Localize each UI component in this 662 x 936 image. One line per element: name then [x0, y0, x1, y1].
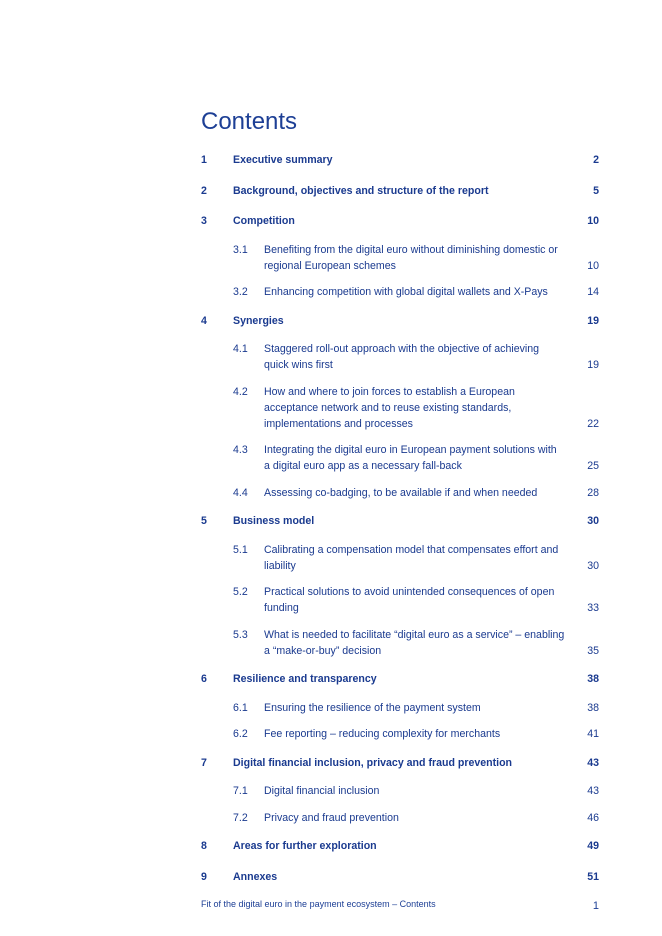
toc-section-entry[interactable] — [201, 341, 599, 373]
toc-chapter-entry[interactable] — [201, 836, 599, 856]
toc-entry-number: 5 — [201, 515, 207, 527]
toc-entry-number: 3.2 — [233, 286, 248, 298]
toc-entry-number: 6.2 — [233, 728, 248, 740]
toc-entry-title[interactable]: Enhancing competition with global digital wallets and X-Pays — [264, 286, 548, 298]
toc-entry-title[interactable]: Digital financial inclusion, privacy and fraud prevention — [233, 756, 513, 769]
toc-section-entry[interactable] — [201, 783, 599, 799]
toc-section-entry[interactable] — [201, 627, 599, 659]
toc-entry-title[interactable]: Areas for further exploration — [233, 840, 377, 852]
footer-text: Fit of the digital euro in the payment ecosystem – Contents — [201, 899, 436, 909]
toc-entry-page: 19 — [587, 359, 599, 371]
toc-entry-title[interactable]: Assessing co-badging, to be available if and when needed — [264, 486, 538, 499]
toc-entry-number: 4.1 — [233, 343, 248, 355]
toc-entry-page: 35 — [587, 644, 599, 657]
toc-chapter-entry[interactable] — [201, 311, 599, 331]
toc-entry-number: 3 — [201, 215, 207, 227]
toc-entry-number: 6 — [201, 673, 207, 685]
toc-entry-page: 28 — [587, 486, 599, 499]
toc-entry-page: 38 — [587, 673, 599, 685]
toc-entry-number: 2 — [201, 184, 207, 197]
toc-entry-number: 4.3 — [233, 444, 248, 456]
toc-entry-number: 9 — [201, 870, 207, 883]
toc-entry-page: 14 — [587, 286, 599, 298]
toc-entry-title[interactable]: Ensuring the resilience of the payment system — [264, 701, 481, 714]
toc-entry-page: 38 — [587, 701, 599, 714]
toc-entry-number: 7 — [201, 756, 207, 769]
toc-entry-title[interactable]: Practical solutions to avoid unintended consequences of open funding — [264, 586, 555, 614]
toc-entry-page: 46 — [587, 811, 599, 824]
toc-section-entry[interactable] — [201, 810, 599, 826]
toc-entry-page: 49 — [587, 840, 599, 852]
toc-entry-page: 41 — [587, 728, 599, 740]
toc-entry-page: 10 — [587, 215, 599, 227]
toc-chapter-entry[interactable] — [201, 669, 599, 689]
toc-entry-page: 10 — [587, 259, 599, 272]
toc-entry-page: 30 — [587, 559, 599, 572]
toc-entry-page: 22 — [587, 417, 599, 430]
toc-entry-number: 5.3 — [233, 628, 248, 641]
toc-entry-number: 1 — [201, 154, 207, 166]
toc-section-entry[interactable] — [201, 384, 599, 432]
toc-entry-number: 7.1 — [233, 785, 248, 797]
toc-section-entry[interactable] — [201, 726, 599, 742]
toc-chapter-entry[interactable] — [201, 753, 599, 773]
toc-entry-page: 5 — [593, 184, 599, 197]
toc-entry-title[interactable]: Integrating the digital euro in European payment solutions with a digital euro app as a necessary fall-back — [264, 444, 557, 472]
toc-entry-number: 4 — [201, 314, 207, 327]
toc-entry-title[interactable]: Resilience and transparency — [233, 673, 377, 685]
toc-entry-title[interactable]: Business model — [233, 515, 315, 527]
toc-entry-number: 8 — [201, 840, 207, 852]
toc-entry-number: 5.1 — [233, 543, 248, 556]
toc-entry-title[interactable]: Competition — [233, 215, 295, 227]
toc-chapter-entry[interactable] — [201, 211, 599, 231]
toc-entry-title[interactable]: What is needed to facilitate “digital euro as a service” – enabling a “make-or-buy” decision — [264, 628, 565, 657]
toc-section-entry[interactable] — [201, 542, 599, 574]
toc-chapter-entry[interactable] — [201, 867, 599, 887]
toc-entry-page: 25 — [587, 460, 599, 472]
toc-section-entry[interactable] — [201, 485, 599, 501]
toc-section-entry[interactable] — [201, 284, 599, 300]
toc-entry-page: 43 — [587, 785, 599, 797]
table-of-contents — [201, 150, 599, 897]
toc-chapter-entry[interactable] — [201, 181, 599, 201]
toc-entry-title[interactable]: Benefiting from the digital euro without diminishing domestic or regional European schemes — [264, 243, 558, 272]
page-title: Contents — [201, 108, 298, 135]
toc-entry-title[interactable]: Annexes — [233, 870, 278, 883]
toc-entry-number: 5.2 — [233, 586, 248, 598]
toc-entry-page: 33 — [587, 602, 599, 614]
toc-entry-number: 3.1 — [233, 243, 248, 256]
toc-entry-page: 43 — [587, 756, 599, 769]
toc-entry-title[interactable]: Background, objectives and structure of the report — [233, 184, 489, 197]
toc-entry-title[interactable]: Fee reporting – reducing complexity for merchants — [264, 728, 501, 740]
toc-entry-number: 4.4 — [233, 486, 248, 499]
toc-entry-title[interactable]: Staggered roll-out approach with the objective of achieving quick wins first — [264, 343, 540, 371]
toc-section-entry[interactable] — [201, 242, 599, 274]
toc-section-entry[interactable] — [201, 584, 599, 616]
toc-entry-page: 30 — [587, 515, 599, 527]
toc-entry-title[interactable]: Executive summary — [233, 154, 333, 166]
toc-section-entry[interactable] — [201, 700, 599, 716]
toc-entry-number: 6.1 — [233, 701, 248, 714]
toc-entry-page: 2 — [593, 154, 599, 166]
toc-entry-title[interactable]: Privacy and fraud prevention — [264, 811, 399, 824]
toc-entry-title[interactable]: Synergies — [233, 314, 284, 327]
toc-chapter-entry[interactable] — [201, 511, 599, 531]
toc-entry-number: 7.2 — [233, 811, 248, 824]
toc-entry-page: 19 — [587, 314, 599, 327]
toc-entry-title[interactable]: Digital financial inclusion — [264, 785, 380, 797]
toc-entry-number: 4.2 — [233, 385, 248, 398]
toc-chapter-entry[interactable] — [201, 150, 599, 170]
toc-section-entry[interactable] — [201, 442, 599, 474]
footer-page-number: 1 — [592, 900, 599, 912]
toc-entry-page: 51 — [587, 870, 599, 883]
toc-entry-title[interactable]: How and where to join forces to establish a European acceptance network and to reuse existing standards, implementations and processes — [264, 385, 515, 430]
toc-entry-title[interactable]: Calibrating a compensation model that compensates effort and liability — [264, 543, 559, 572]
